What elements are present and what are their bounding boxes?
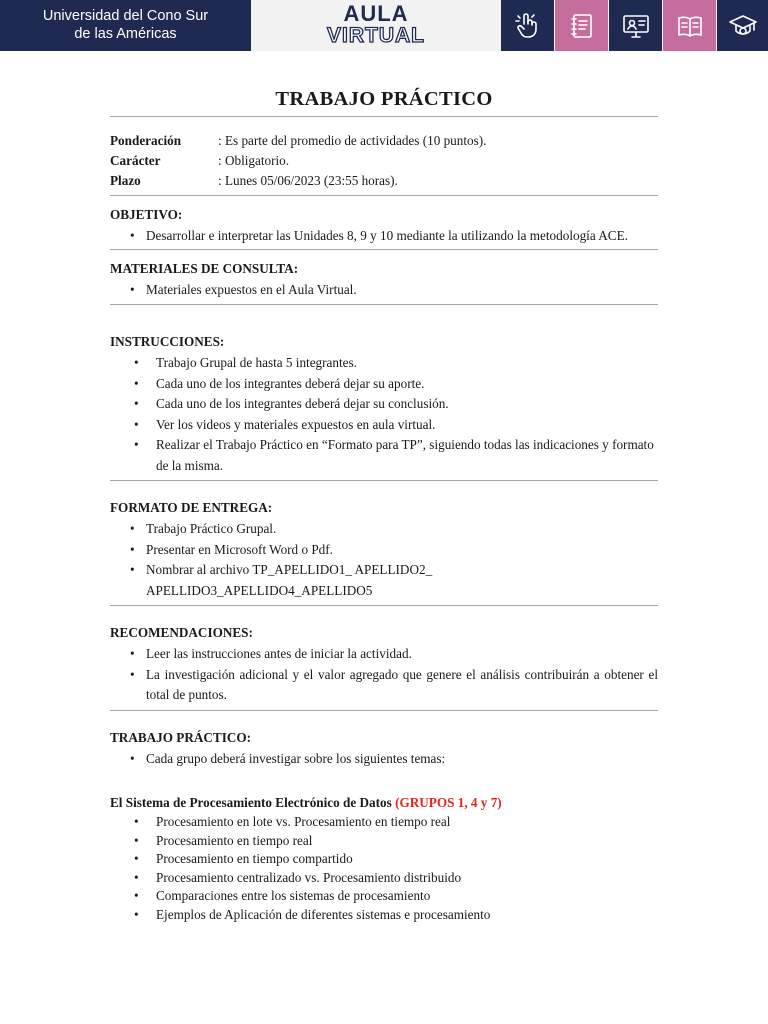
list-item: • Procesamiento en tiempo real <box>110 832 658 851</box>
list-item: • Cada uno de los integrantes deberá dejar su conclusión. <box>110 394 658 415</box>
list-item: • Procesamiento en lote vs. Procesamiento en tiempo real <box>110 813 658 832</box>
section-title: MATERIALES DE CONSULTA: <box>110 260 299 276</box>
meta-key: Ponderación <box>110 133 182 148</box>
topic-groups: (GRUPOS 1, 4 y 7) <box>395 795 502 810</box>
meta-value: : Lunes 05/06/2023 (23:55 horas). <box>218 173 398 188</box>
list-item: • Materiales expuestos en el Aula Virtual. <box>110 280 658 301</box>
list-item: • Procesamiento centralizado vs. Procesamiento distribuido <box>110 869 658 888</box>
document-body <box>110 86 658 924</box>
list-item: • Desarrollar e interpretar las Unidades 8, 9 y 10 mediante la utilizando la metodología ACE. <box>110 226 658 247</box>
touch-hand-icon <box>501 0 554 51</box>
meta-key: Plazo <box>110 173 141 188</box>
monitor-icon <box>609 0 662 51</box>
meta-row-caracter <box>110 151 658 171</box>
document-title: TRABAJO PRÁCTICO <box>275 88 493 110</box>
meta-row-plazo <box>110 171 658 191</box>
list-item: • Trabajo Práctico Grupal. <box>110 519 658 540</box>
list-item: • Comparaciones entre los sistemas de procesamiento <box>110 887 658 906</box>
list-item: • Cada uno de los integrantes deberá dejar su aporte. <box>110 374 658 395</box>
list-item: • Ver los videos y materiales expuestos en aula virtual. <box>110 415 658 436</box>
aula-virtual-logo <box>251 0 501 51</box>
meta-row-ponderacion <box>110 131 658 151</box>
list-item: • La investigación adicional y el valor agregado que genere el análisis contribuirán a obtener el total de puntos. <box>110 665 658 706</box>
meta-value: : Es parte del promedio de actividades (10 puntos). <box>218 133 487 148</box>
aula-text: AULA <box>343 1 409 26</box>
section-title: FORMATO DE ENTREGA: <box>110 500 273 515</box>
section-title: INSTRUCCIONES: <box>110 334 225 349</box>
university-line-2: de las Américas <box>74 26 177 42</box>
topic-heading <box>110 771 658 813</box>
list-item: • Presentar en Microsoft Word o Pdf. <box>110 540 658 561</box>
topic-title: El Sistema de Procesamiento Electrónico de Datos <box>110 795 392 810</box>
section-objetivo <box>110 196 658 249</box>
section-recomendaciones <box>110 606 658 708</box>
list-item: • Leer las instrucciones antes de iniciar la actividad. <box>110 644 658 665</box>
list-item: • Ejemplos de Aplicación de diferentes sistemas e procesamiento <box>110 906 658 925</box>
virtual-text: VIRTUAL <box>327 24 425 47</box>
university-line-1: Universidad del Cono Sur <box>42 8 209 24</box>
section-title: OBJETIVO: <box>110 207 183 222</box>
section-materiales <box>110 250 658 303</box>
notebook-icon <box>555 0 608 51</box>
header-banner <box>0 0 768 51</box>
list-item: • Cada grupo deberá investigar sobre los siguientes temas: <box>110 749 658 770</box>
meta-key: Carácter <box>110 153 161 168</box>
section-title: TRABAJO PRÁCTICO: <box>110 729 252 745</box>
section-instrucciones <box>110 305 658 478</box>
meta-value: : Obligatorio. <box>218 153 290 168</box>
section-formato <box>110 481 658 603</box>
section-title: RECOMENDACIONES: <box>110 625 253 640</box>
section-trabajo-practico <box>110 711 658 772</box>
university-name <box>0 0 251 51</box>
book-icon <box>663 0 716 51</box>
graduation-cap-icon <box>717 0 768 51</box>
list-item: • Procesamiento en tiempo compartido <box>110 850 658 869</box>
list-item: • Nombrar al archivo TP_APELLIDO1_ APELLIDO2_ APELLIDO3_APELLIDO4_APELLIDO5 <box>110 560 658 601</box>
list-item: • Realizar el Trabajo Práctico en “Formato para TP”, siguiendo todas las indicaciones y formato de la misma. <box>110 435 658 476</box>
list-item: • Trabajo Grupal de hasta 5 integrantes. <box>110 353 658 374</box>
meta-info <box>110 117 658 195</box>
topic-list <box>110 813 658 924</box>
